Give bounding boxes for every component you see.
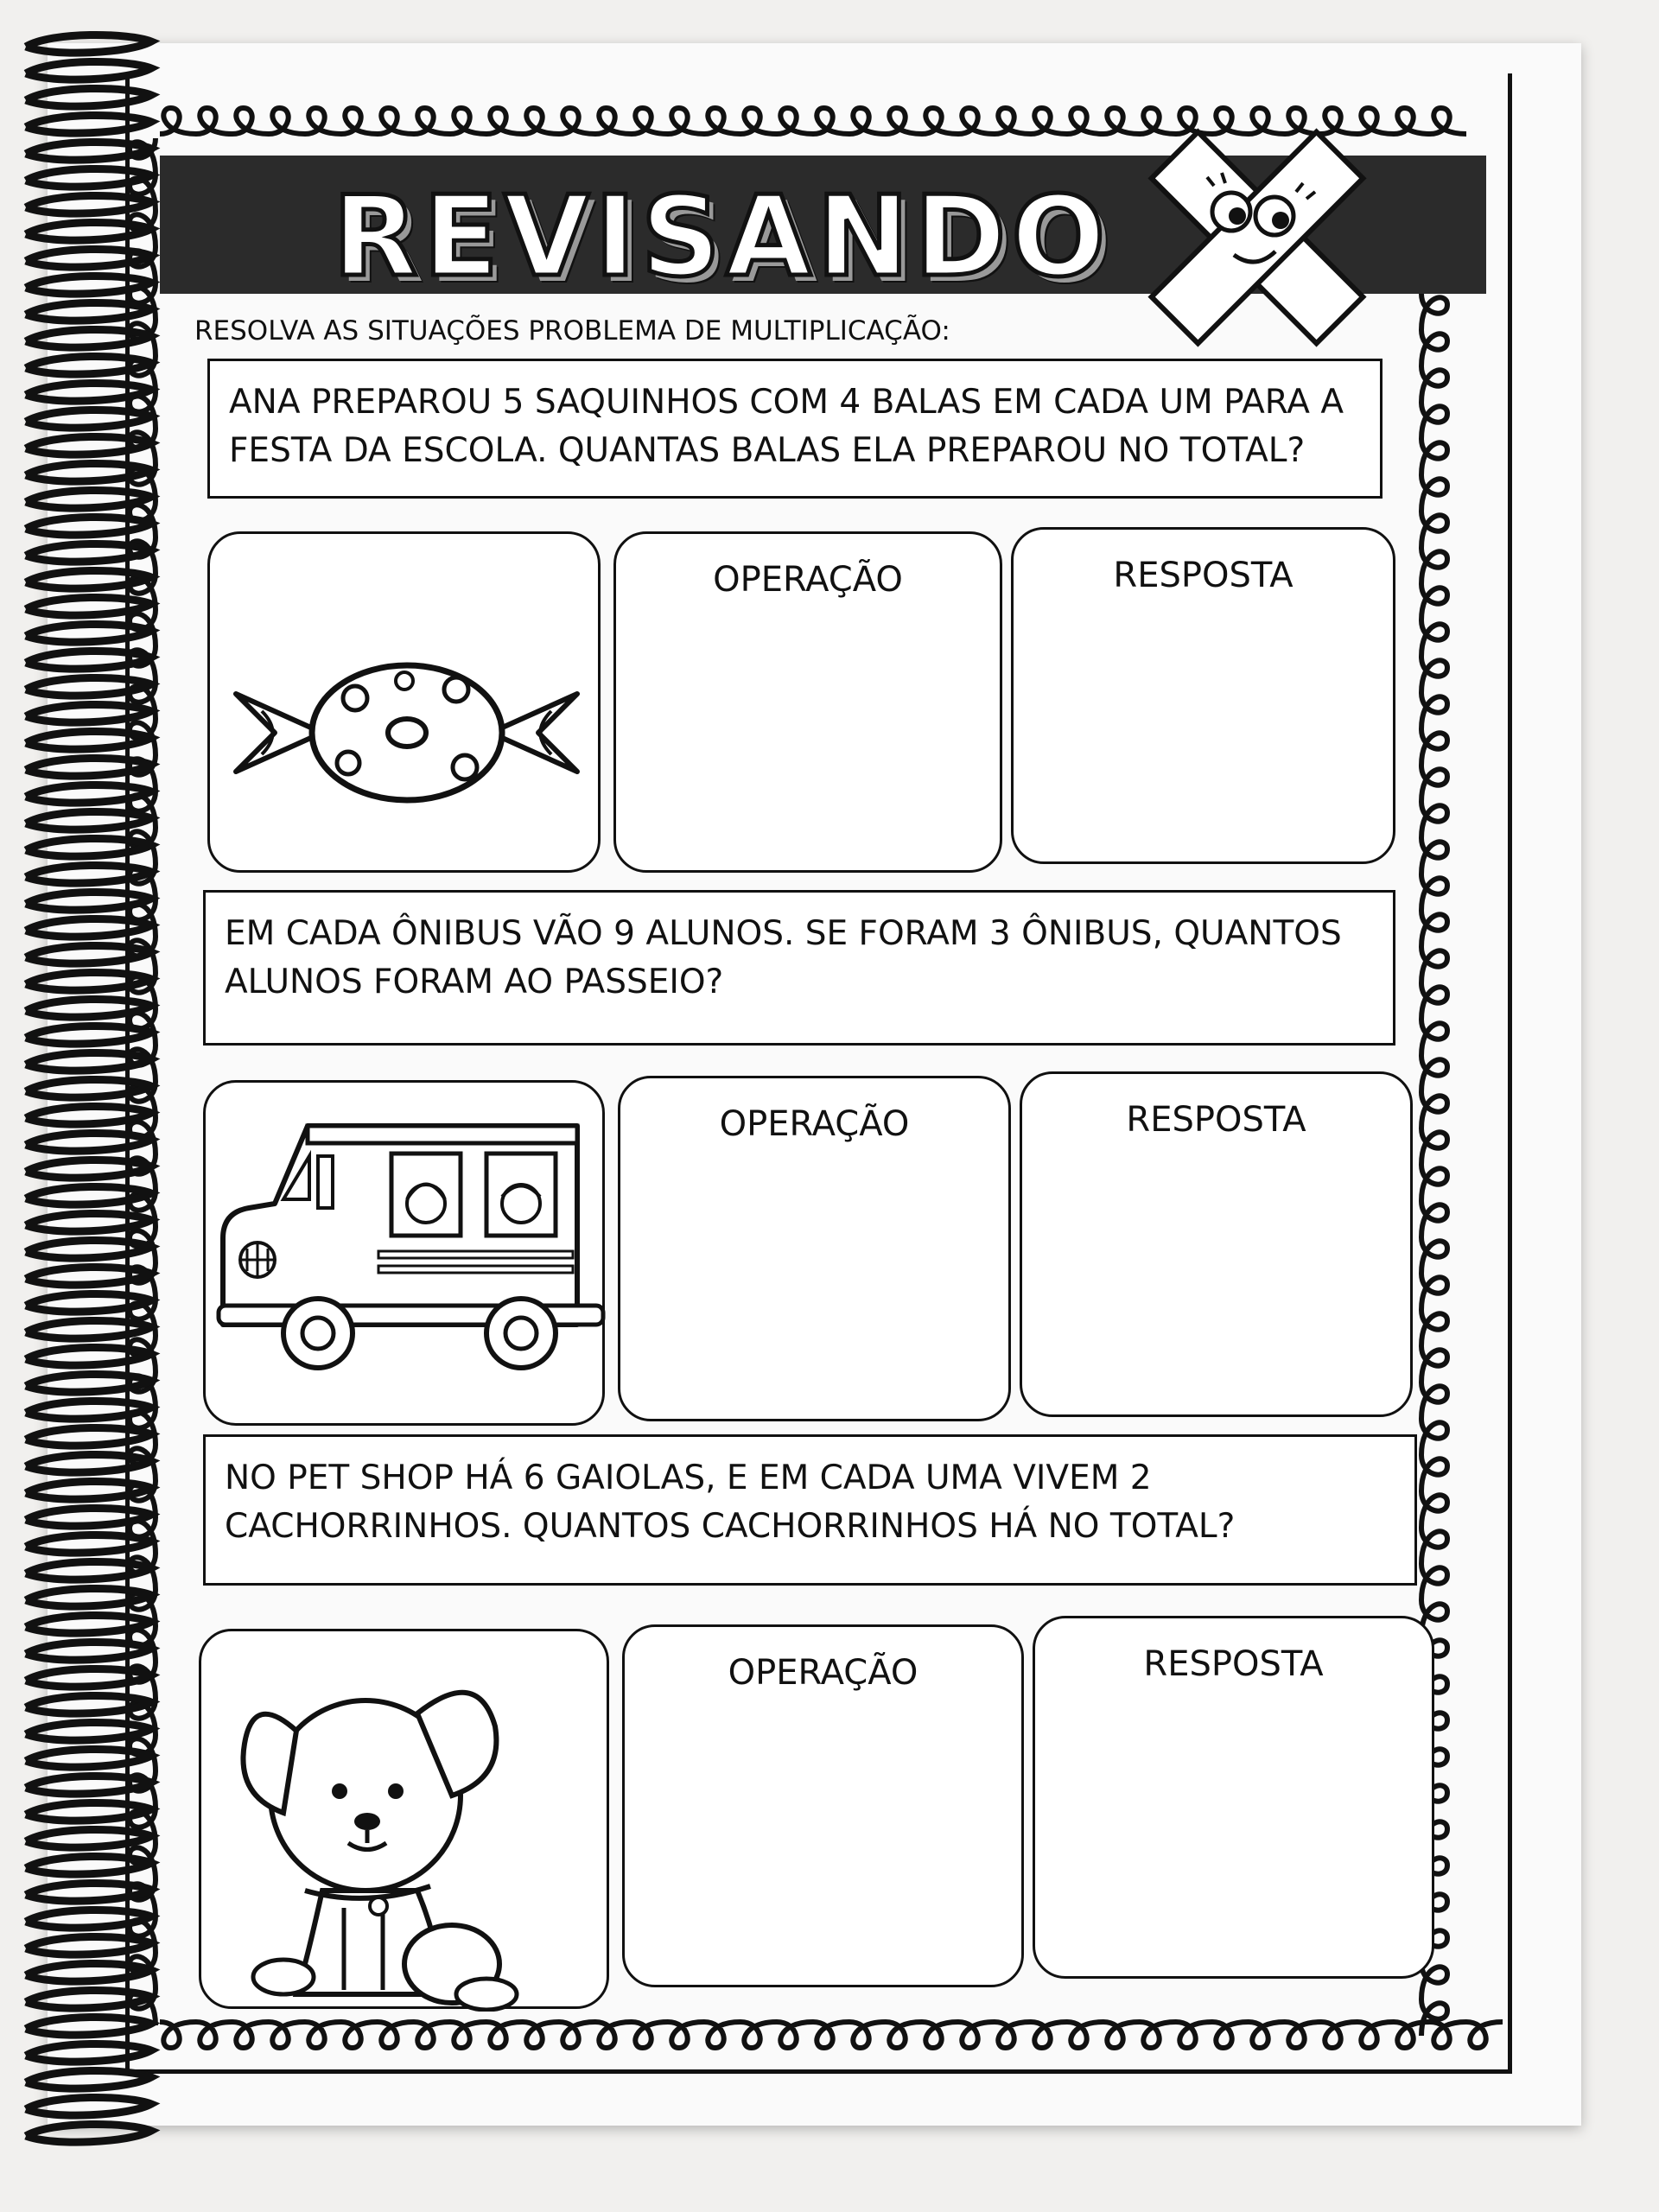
- spiral-coil: [26, 1401, 151, 1419]
- spiral-coil: [26, 1267, 151, 1285]
- answer-label: RESPOSTA: [1143, 1644, 1324, 1684]
- spiral-coil: [26, 1294, 151, 1312]
- page-title: REVISANDO: [333, 173, 1111, 302]
- spiral-coil: [26, 195, 151, 213]
- question-box-1: ANA PREPAROU 5 SAQUINHOS COM 4 BALAS EM CADA UM PARA A FESTA DA ESCOLA. QUANTAS BALAS ELA PREPAROU NO TOTAL?: [207, 359, 1382, 499]
- spiral-coil: [26, 624, 151, 642]
- spiral-coil: [26, 811, 151, 830]
- spiral-coil: [26, 1910, 151, 1928]
- spiral-coil: [26, 436, 151, 454]
- spiral-coil: [26, 1347, 151, 1365]
- candy-icon: [210, 534, 603, 875]
- spiral-coil: [26, 1160, 151, 1178]
- spiral-coil: [26, 35, 151, 53]
- spiral-coil: [26, 1776, 151, 1794]
- spiral-coil: [26, 88, 151, 106]
- spiral-coil: [26, 1427, 151, 1446]
- answer-cell-1[interactable]: [1011, 527, 1395, 864]
- answer-cell-2[interactable]: [1020, 1071, 1413, 1417]
- spiral-coil: [26, 677, 151, 696]
- spiral-coil: [26, 945, 151, 963]
- answer-label: RESPOSTA: [1126, 1100, 1306, 1140]
- spiral-coil: [26, 1079, 151, 1097]
- spiral-coil: [26, 758, 151, 776]
- spiral-coil: [26, 222, 151, 240]
- spiral-coil: [26, 61, 151, 79]
- spiral-coil: [26, 463, 151, 481]
- spiral-coil: [26, 1240, 151, 1258]
- spiral-coil: [26, 2124, 151, 2142]
- spiral-coil: [26, 1829, 151, 1847]
- spiral-coil: [26, 2044, 151, 2062]
- spiral-coil: [26, 302, 151, 321]
- spiral-coil: [26, 1052, 151, 1071]
- answer-label: RESPOSTA: [1113, 556, 1294, 595]
- spiral-coil: [26, 1374, 151, 1392]
- operation-label: OPERAÇÃO: [713, 560, 903, 600]
- spiral-coil: [26, 490, 151, 508]
- question-box-2: EM CADA ÔNIBUS VÃO 9 ALUNOS. SE FORAM 3 ÔNIBUS, QUANTOS ALUNOS FORAM AO PASSEIO?: [203, 890, 1395, 1046]
- operation-cell-2[interactable]: [618, 1076, 1011, 1421]
- answer-cell-3[interactable]: [1033, 1616, 1434, 1979]
- spiral-coil: [26, 1642, 151, 1660]
- spiral-coil: [26, 1936, 151, 1955]
- loop-border-segment: [160, 2022, 1503, 2048]
- spiral-coil: [26, 918, 151, 937]
- school-bus-icon: [206, 1083, 607, 1428]
- spiral-coil: [26, 704, 151, 722]
- spiral-coil: [26, 2017, 151, 2035]
- operation-cell-1[interactable]: [613, 531, 1002, 873]
- spiral-coil: [26, 1883, 151, 1901]
- spiral-coil: [26, 356, 151, 374]
- spiral-coil: [26, 1588, 151, 1606]
- spiral-coil: [26, 838, 151, 856]
- spiral-coil: [26, 1320, 151, 1338]
- spiral-coil: [26, 1749, 151, 1767]
- spiral-coil: [26, 731, 151, 749]
- illustration-cell-2: [203, 1080, 605, 1426]
- spiral-coil: [26, 1963, 151, 1981]
- spiral-coil: [26, 410, 151, 428]
- spiral-coil: [26, 543, 151, 562]
- spiral-coil: [26, 1856, 151, 1874]
- spiral-coil: [26, 597, 151, 615]
- spiral-coil: [26, 1106, 151, 1124]
- spiral-coil: [26, 972, 151, 990]
- spiral-coil: [26, 1213, 151, 1231]
- spiral-coil: [26, 1615, 151, 1633]
- spiral-coil: [26, 570, 151, 588]
- illustration-cell-3: [199, 1629, 609, 2009]
- spiral-coil: [26, 1695, 151, 1713]
- spiral-coil: [26, 785, 151, 803]
- spiral-coil: [26, 1454, 151, 1472]
- operation-label: OPERAÇÃO: [728, 1653, 918, 1693]
- spiral-coil: [26, 1481, 151, 1499]
- spiral-coil: [26, 865, 151, 883]
- spiral-coil: [26, 115, 151, 133]
- question-box-3: NO PET SHOP HÁ 6 GAIOLAS, E EM CADA UMA VIVEM 2 CACHORRINHOS. QUANTOS CACHORRINHOS HÁ NO TOTAL?: [203, 1434, 1417, 1586]
- instruction-text: RESOLVA AS SITUAÇÕES PROBLEMA DE MULTIPLICAÇÃO:: [194, 315, 950, 346]
- spiral-coil: [26, 1186, 151, 1205]
- spiral-coil: [26, 517, 151, 535]
- illustration-cell-1: [207, 531, 601, 873]
- spiral-coil: [26, 276, 151, 294]
- spiral-coil: [26, 999, 151, 1017]
- spiral-coil: [26, 329, 151, 347]
- spiral-coil: [26, 1535, 151, 1553]
- puppy-icon: [201, 1631, 612, 2012]
- spiral-coil: [26, 651, 151, 669]
- operation-label: OPERAÇÃO: [719, 1104, 910, 1144]
- spiral-coil: [26, 249, 151, 267]
- spiral-coil: [26, 1722, 151, 1740]
- spiral-coil: [26, 383, 151, 401]
- spiral-coil: [26, 2097, 151, 2115]
- operation-cell-3[interactable]: [622, 1624, 1024, 1987]
- spiral-coil: [26, 1561, 151, 1580]
- spiral-coil: [26, 1026, 151, 1044]
- spiral-coil: [26, 1802, 151, 1821]
- spiral-coil: [26, 892, 151, 910]
- spiral-coil: [26, 1133, 151, 1151]
- loop-border-segment: [160, 108, 1466, 134]
- spiral-coil: [26, 1508, 151, 1526]
- spiral-coil: [26, 1990, 151, 2008]
- spiral-coil: [26, 142, 151, 160]
- spiral-coil: [26, 1669, 151, 1687]
- spiral-coil: [26, 2070, 151, 2088]
- spiral-coil: [26, 168, 151, 187]
